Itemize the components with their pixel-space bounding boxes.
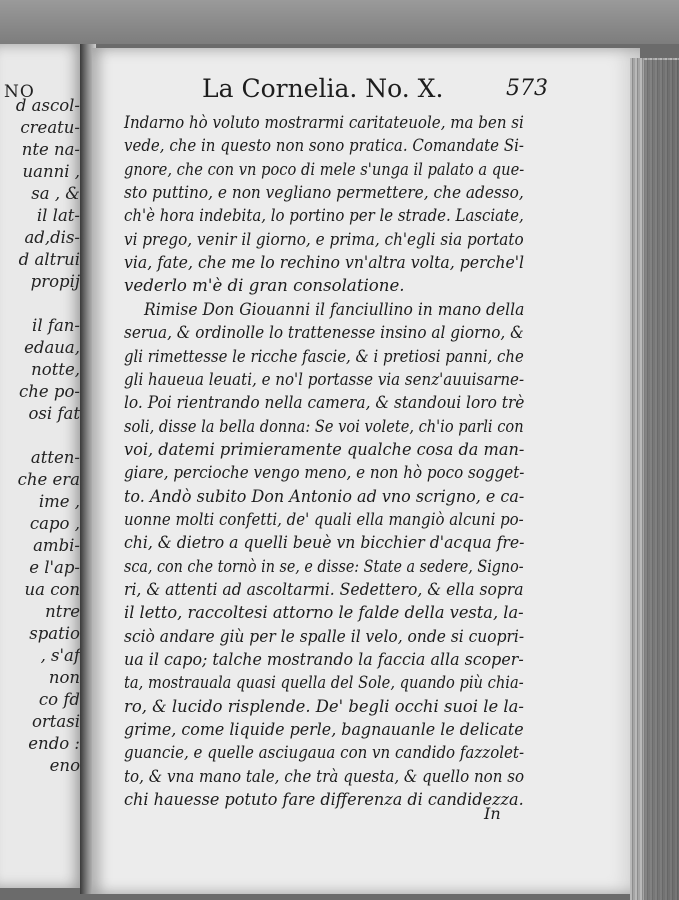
page-edges-shadow — [644, 60, 679, 900]
text-line: to. Andò subito Don Antonio ad vno scrigno, e ca- — [124, 487, 525, 506]
text-line: il letto, raccoltesi attorno le falde della vesta, la- — [124, 603, 524, 622]
left-text-line: ime , — [38, 492, 80, 511]
text-line: giare, percioche vengo meno, e non hò poco sogget- — [124, 463, 525, 482]
text-line: lo. Poi rientrando nella camera, & standoui loro trè — [124, 393, 525, 412]
text-line: sto puttino, e non vegliano permettere, che adesso, — [124, 183, 524, 202]
left-text-line: sa , & — [31, 184, 80, 203]
text-line: sciò andare giù per le spalle il velo, onde si cuopri- — [124, 627, 525, 646]
text-line: ro, & lucido risplende. De' begli occhi suoi le la- — [124, 697, 524, 716]
text-line: ta, mostraualа quasi quella del Sole, quando più chia- — [124, 673, 524, 692]
left-text-line: atten- — [30, 448, 80, 467]
left-text-line: propij — [30, 272, 80, 291]
left-text-line: non — [48, 668, 80, 687]
left-text-line: edaua, — [24, 338, 80, 357]
text-line: Rimise Don Giouanni il fanciullino in mano della — [144, 300, 525, 319]
catchword: In — [484, 804, 501, 823]
text-line: gnore, che con vn poco di mele s'unga il palato a que- — [124, 160, 525, 179]
text-line: voi, datemi primieramente qualche cosa da man- — [124, 440, 525, 459]
left-text-line: e l'ap- — [29, 558, 80, 577]
left-text-line: ntre — [45, 602, 80, 621]
left-text-line: ambi- — [33, 536, 80, 555]
left-text-line: d altrui — [18, 250, 80, 269]
left-text-line: ad,dis- — [24, 228, 80, 247]
text-line: serua, & ordinolle lo trattenesse insino al giorno, & — [124, 323, 524, 342]
left-text-line: eno — [49, 756, 80, 775]
left-text-line: nte na- — [21, 140, 80, 159]
left-page-header: NO — [4, 82, 35, 102]
text-line: vi prego, venir il giorno, e prima, ch'egli sia portato — [124, 230, 524, 249]
text-line: vede, che in questo non sono pratica. Comandate Si- — [124, 136, 524, 155]
text-line: via, fate, che me lo rechino vn'altra volta, perche'l — [124, 253, 525, 272]
left-text-line: il lat- — [36, 206, 80, 225]
text-line: ua il capo; talche mostrando la faccia alla scoper- — [124, 650, 524, 669]
left-text-line: che era — [17, 470, 80, 489]
left-text-line: che po- — [19, 382, 80, 401]
left-text-line: co fd — [38, 690, 80, 709]
left-page — [0, 44, 86, 888]
left-text-line: ua con — [24, 580, 80, 599]
text-line: grime, come liquide perle, bagnauanle le delicate — [124, 720, 524, 739]
left-text-line: ortasi — [31, 712, 80, 731]
scan-background — [0, 0, 679, 44]
text-line: vederlo m'è di gran consolatione. — [124, 276, 405, 295]
text-line: ri, & attenti ad ascoltarmi. Sedettero, & ella sopra — [124, 580, 524, 599]
text-line: chi, & dietro a quelli beuè vn bicchier d'acqua fre- — [124, 533, 525, 552]
text-line: guancie, e quelle asciugaua con vn candido fazzolet- — [124, 743, 525, 762]
text-line: uonne molti confetti, de' quali ella mangiò alcuni po- — [124, 510, 524, 529]
page-number: 573 — [506, 76, 548, 101]
text-line: ch'è hora indebita, lo portino per le strade. Lasciate, — [124, 206, 524, 225]
text-line: soli, disse la bella donna: Se voi volete, ch'io parli con — [124, 417, 524, 436]
text-line: sca, con che tornò in se, e disse: State a sedere, Signo- — [124, 557, 524, 576]
left-text-line: d ascol- — [15, 96, 80, 115]
running-head: La Cornelia. No. X. — [202, 74, 444, 103]
left-text-line: capo , — [29, 514, 80, 533]
left-text-line: spatio — [29, 624, 80, 643]
text-line: to, & vna mano tale, che trà questa, & quello non so — [124, 767, 525, 786]
left-text-line: il fan- — [32, 316, 80, 335]
left-text-line: uanni , — [22, 162, 80, 181]
text-line: chi hauesse potuto fare differenza di candidezza. — [124, 790, 524, 809]
left-text-line: , s'af — [40, 646, 80, 665]
text-line: gli haueua leuati, e no'l portasse via senz'auuisarne- — [124, 370, 525, 389]
left-text-line: notte, — [31, 360, 80, 379]
left-text-line: osi fat — [28, 404, 80, 423]
left-text-line: creatu- — [20, 118, 80, 137]
text-line: Indarno hò voluto mostrarmi caritateuole, ma ben si — [124, 113, 524, 132]
text-line: gli rimettesse le ricche fascie, & i pretiosi panni, che — [124, 347, 524, 366]
left-text-line: endo : — [28, 734, 80, 753]
